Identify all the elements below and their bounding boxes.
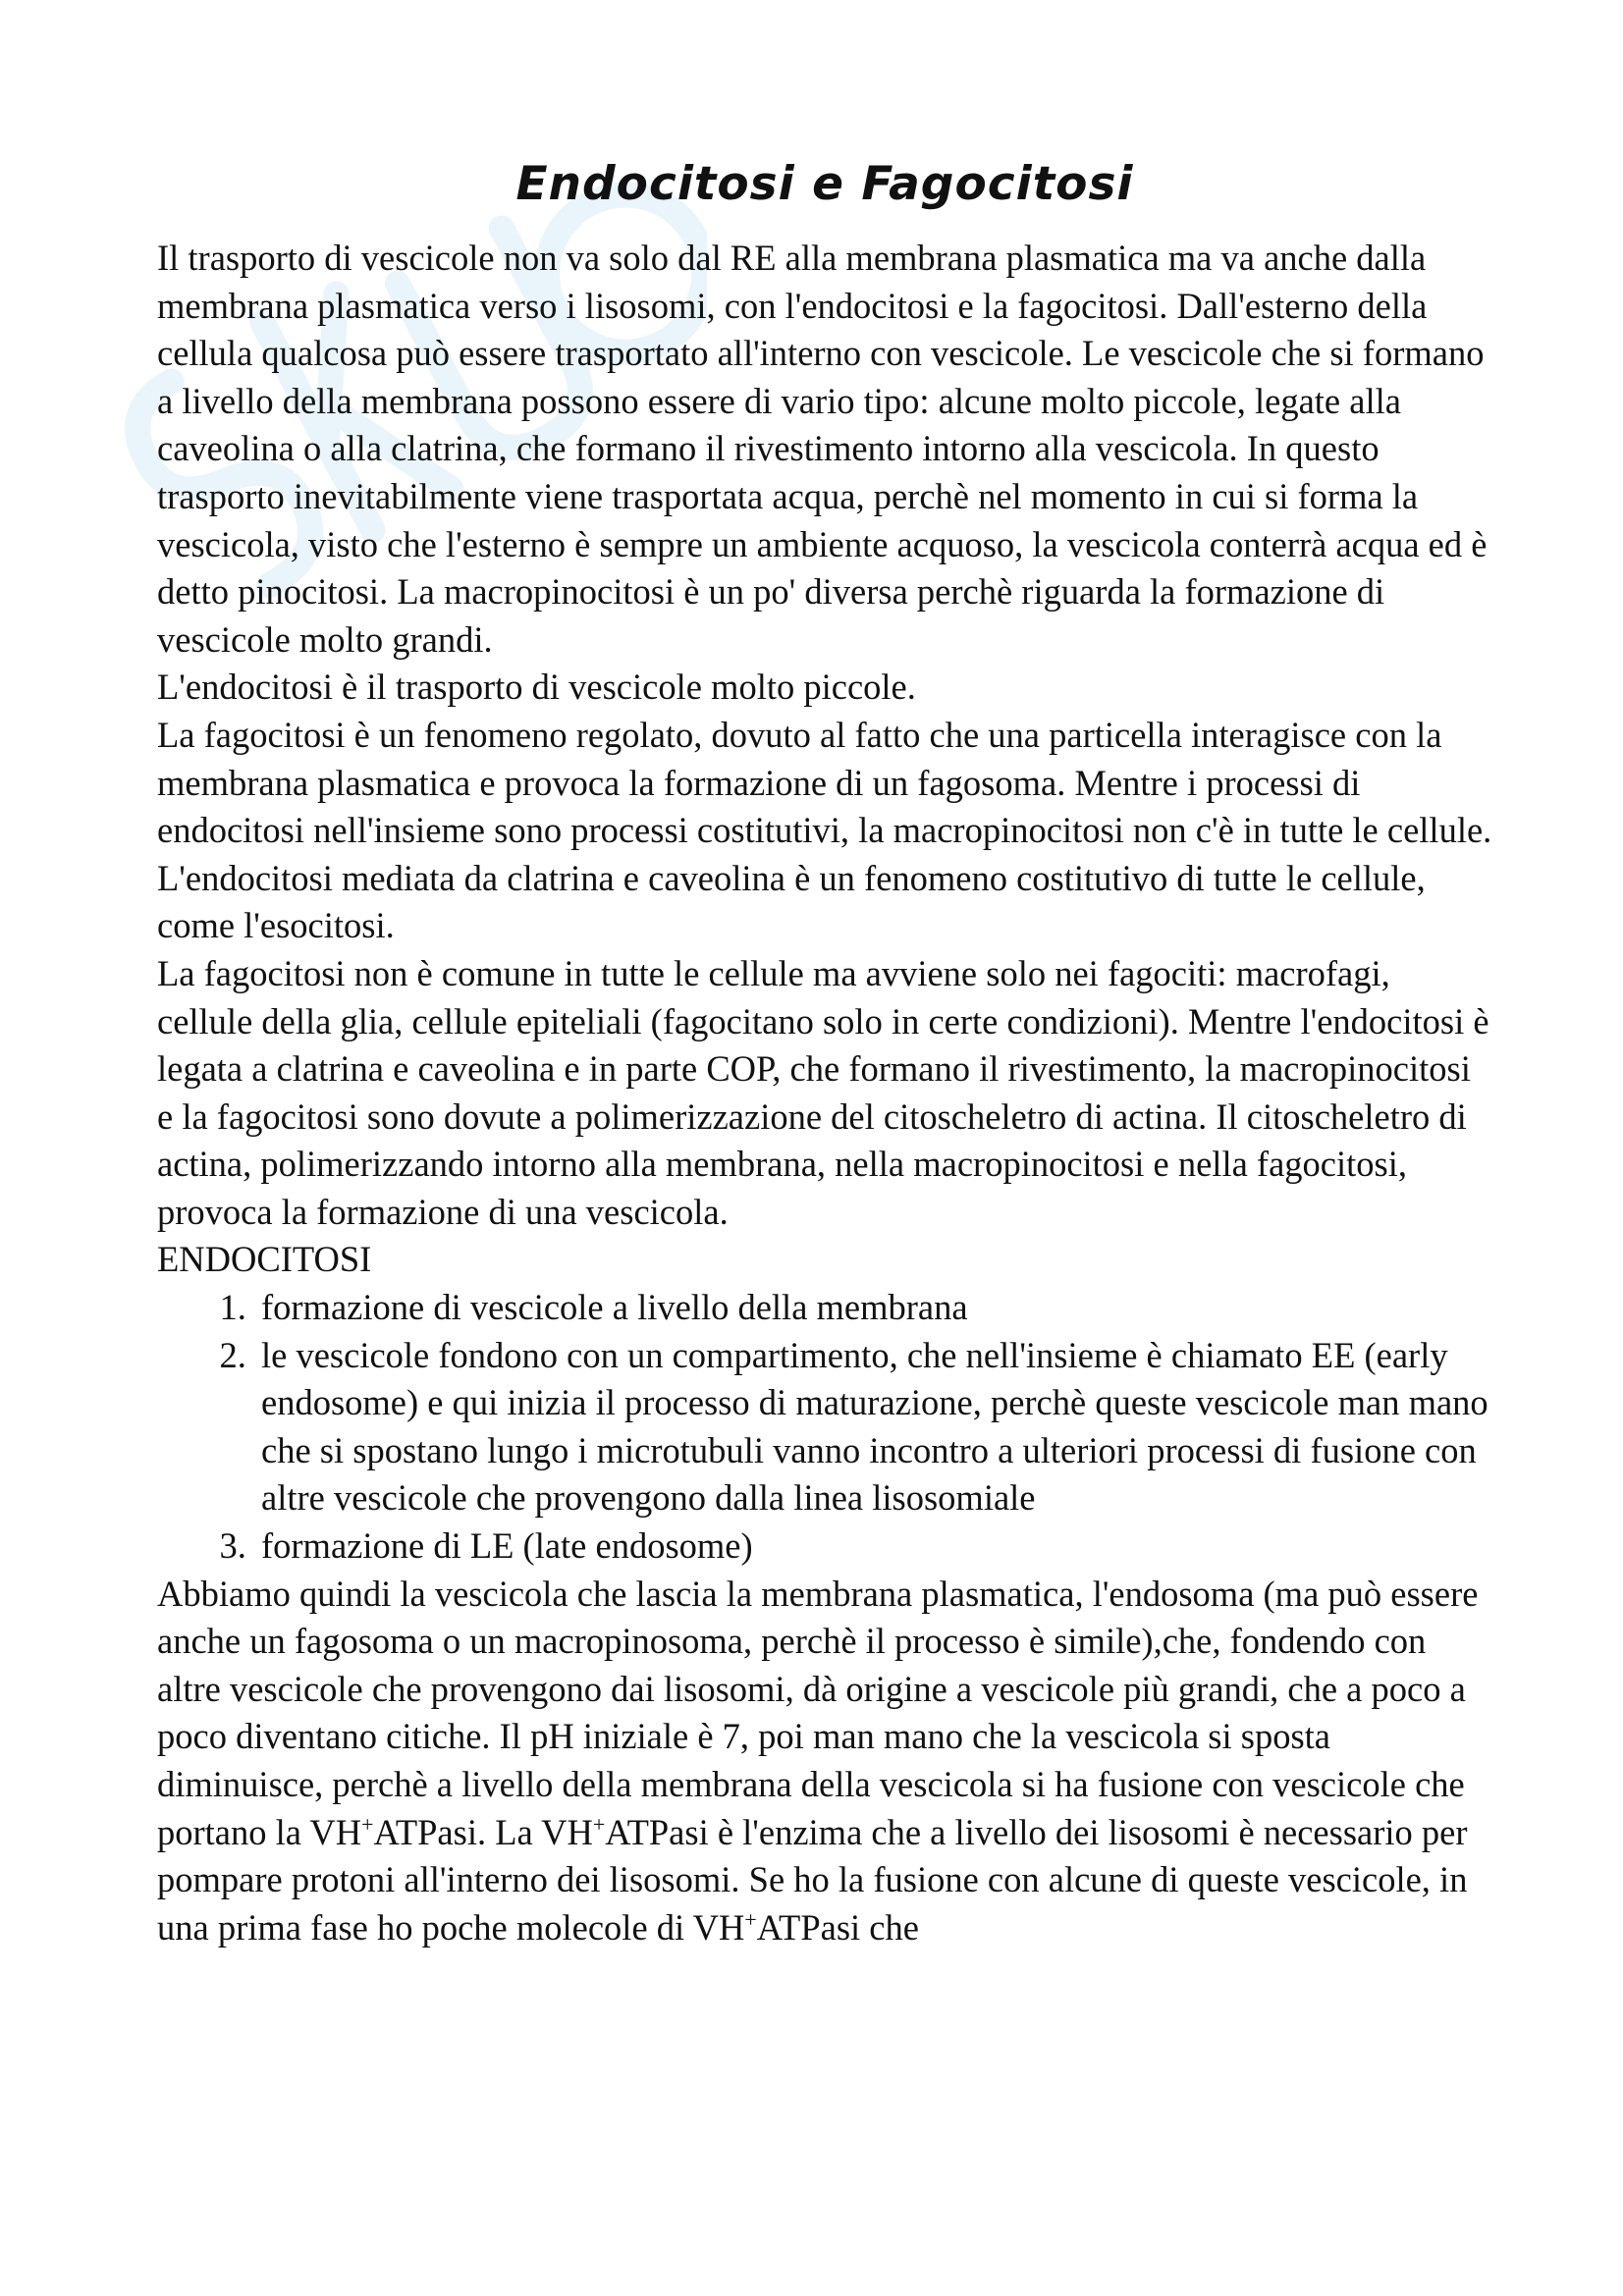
list-item: 2. le vescicole fondono con un compartimento, che nell'insieme è chiamato EE (early endosome) e qui inizia il processo di maturazione, perchè queste vescicole man mano che si spostano lungo i microtubuli vanno incontro a ulteriori processi di fusione con altre vescicole che provengono dalla linea lisosomiale xyxy=(255,1332,1492,1522)
superscript: + xyxy=(361,1811,374,1837)
paragraph: La fagocitosi non è comune in tutte le cellule ma avviene solo nei fagociti: macrofagi, cellule della glia, cellule epiteliali (fagocitano solo in certe condizioni). Mentre l'endocitosi è legata a clatrina e caveolina e in parte COP, che formano il rivestimento, la macropinocitosi e la fagocitosi sono dovute a polimerizzazione del citoscheletro di actina. Il citoscheletro di actina, polimerizzando intorno alla membrana, nella macropinocitosi e nella fagocitosi, provoca la formazione di una vescicola. xyxy=(157,952,1489,1232)
superscript: + xyxy=(592,1811,606,1837)
text-segment: ATPasi è l'enzima che a livello dei lisosomi è necessario per pompare protoni all'interno dei lisosomi. Se ho la fusione con alcune di queste vescicole, in una prima fase ho poche molecole di VH xyxy=(157,1811,1468,1948)
list-item: 1. formazione di vescicole a livello della membrana xyxy=(255,1284,1492,1332)
text-segment: ATPasi che xyxy=(756,1906,919,1948)
text-segment: Abbiamo quindi la vescicola che lascia la membrana plasmatica, l'endosoma (ma può essere anche un fagosoma o un macropinosoma, perchè il processo è simile),che, fondendo con altre vescicole che provengono dai lisosomi, dà origine a vescicole più grandi, che a poco a poco diventano citiche. Il pH iniziale è 7, poi man mano che la vescicola si sposta diminuisce, perchè a livello della membrana della vescicola si ha fusione con vescicole che portano la VH xyxy=(157,1573,1479,1852)
final-paragraph xyxy=(157,1571,1492,1952)
list-item: 3. formazione di LE (late endosome) xyxy=(255,1522,1492,1571)
section-heading: ENDOCITOSI xyxy=(157,1239,372,1280)
document-page xyxy=(157,157,1492,1951)
document-body xyxy=(157,235,1492,1951)
paragraph: Il trasporto di vescicole non va solo dal RE alla membrana plasmatica ma va anche dalla membrana plasmatica verso i lisosomi, con l'endocitosi e la fagocitosi. Dall'esterno della cellula qualcosa può essere trasportato all'interno con vescicole. Le vescicole che si formano a livello della membrana possono essere di vario tipo: alcune molto piccole, legate alla caveolina o alla clatrina, che formano il rivestimento intorno alla vescicola. In questo trasporto inevitabilmente viene trasportata acqua, perchè nel momento in cui si forma la vescicola, visto che l'esterno è sempre un ambiente acquoso, la vescicola conterrà acqua ed è detto pinocitosi. La macropinocitosi è un po' diversa perchè riguarda la formazione di vescicole molto grandi. xyxy=(157,238,1488,660)
page-title: Endocitosi e Fagocitosi xyxy=(515,157,1134,211)
superscript: + xyxy=(744,1906,757,1932)
text-segment: ATPasi. La VH xyxy=(373,1811,593,1852)
paragraph: La fagocitosi è un fenomeno regolato, dovuto al fatto che una particella interagisce con la membrana plasmatica e provoca la formazione di un fagosoma. Mentre i processi di endocitosi nell'insieme sono processi costitutivi, la macropinocitosi non c'è in tutte le cellule. L'endocitosi mediata da clatrina e caveolina è un fenomeno costitutivo di tutte le cellule, come l'esocitosi. xyxy=(157,714,1492,946)
endocytosis-steps-list xyxy=(157,1284,1492,1571)
paragraph: L'endocitosi è il trasporto di vescicole molto piccole. xyxy=(157,667,916,708)
